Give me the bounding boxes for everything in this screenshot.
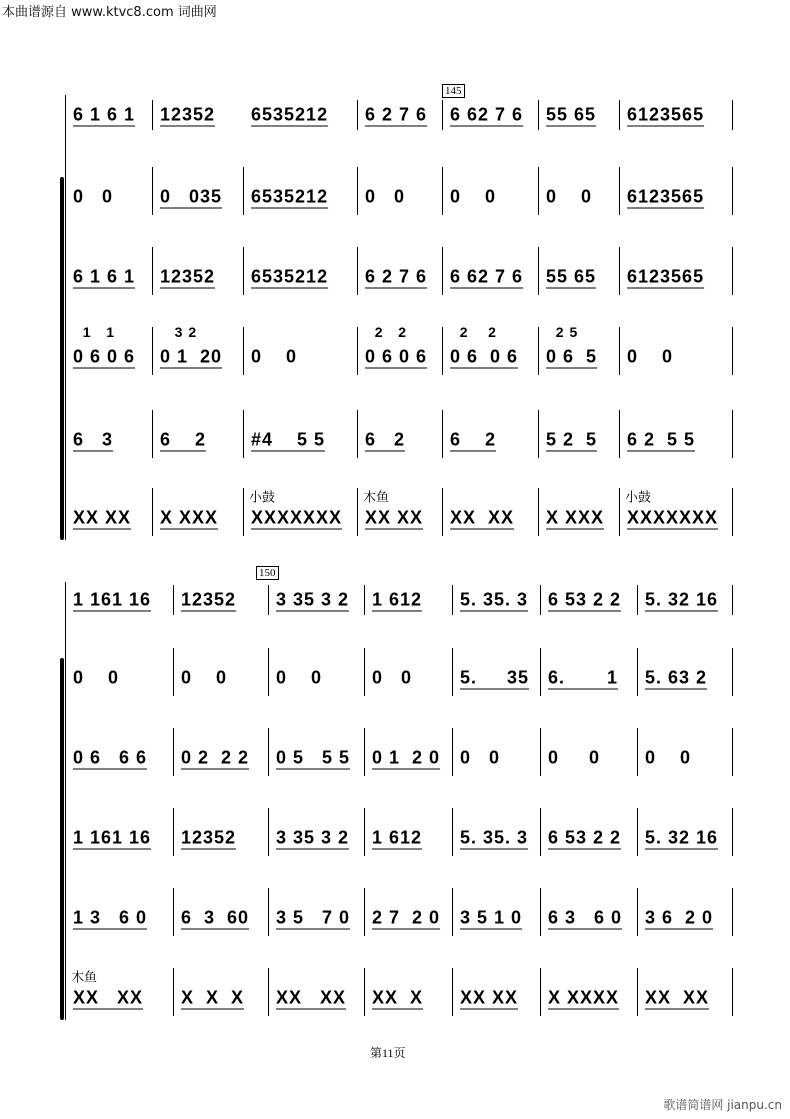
measure-notes: #4 5 5: [251, 429, 326, 450]
barline: [65, 585, 66, 615]
measure-notes: 6 2 7 6: [365, 266, 428, 287]
rehearsal-mark: 145: [442, 84, 465, 98]
upper-notes: 2 2: [365, 324, 408, 340]
barline: [364, 585, 365, 615]
barline: [538, 488, 539, 536]
barline: [173, 808, 174, 856]
measure-notes: 12352: [160, 266, 216, 287]
measure-notes: 6. 1: [548, 667, 619, 688]
upper-notes: 3 2: [160, 324, 198, 340]
barline: [619, 247, 620, 295]
barline: [538, 100, 539, 130]
measure-notes: X X X: [181, 987, 245, 1008]
barline: [732, 888, 733, 936]
measure-notes: 0 5 5 5: [276, 747, 351, 768]
measure-notes: 6 53 2 2: [548, 827, 622, 848]
barline: [65, 167, 66, 215]
upper-notes: 1 1: [73, 324, 116, 340]
barline: [364, 728, 365, 776]
measure-notes: 1 161 16: [73, 827, 152, 848]
barline: [243, 327, 244, 375]
measure-notes: X XXXX: [548, 987, 620, 1008]
barline: [619, 167, 620, 215]
measure-notes: 12352: [160, 104, 216, 125]
barline: [442, 247, 443, 295]
barline: [452, 728, 453, 776]
barline: [65, 968, 66, 1016]
measure-notes: XX XX: [73, 987, 144, 1008]
measure-notes: 55 65: [546, 266, 597, 287]
instrument-label: 小鼓: [249, 490, 276, 506]
measure-notes: XX XX: [450, 507, 515, 528]
measure-notes: 0 1 20: [160, 346, 223, 367]
measure-notes: X XXX: [160, 507, 219, 528]
barline: [357, 327, 358, 375]
measure-notes: 6 1 6 1: [73, 104, 136, 125]
instrument-label: 木鱼: [71, 970, 98, 986]
measure-notes: 6 62 7 6: [450, 104, 524, 125]
barline: [637, 648, 638, 696]
barline: [442, 327, 443, 375]
measure-notes: 1 3 6 0: [73, 907, 148, 928]
barline: [637, 585, 638, 615]
measure-notes: 6535212: [251, 186, 329, 207]
measure-notes: 0 0: [645, 747, 692, 768]
measure-notes: XX XX: [460, 987, 519, 1008]
barline: [619, 100, 620, 130]
barline: [540, 968, 541, 1016]
barline: [243, 247, 244, 295]
barline: [637, 888, 638, 936]
barline: [173, 888, 174, 936]
measure-notes: 6 3: [73, 429, 114, 450]
measure-notes: 5 2 5: [546, 429, 598, 450]
barline: [732, 728, 733, 776]
barline: [619, 410, 620, 458]
measure-notes: XX XX: [73, 507, 132, 528]
measure-notes: 5. 32 16: [645, 827, 719, 848]
barline: [442, 410, 443, 458]
measure-notes: 6 3 60: [181, 907, 250, 928]
measure-notes: 0 0: [627, 346, 674, 367]
measure-notes: 6 1 6 1: [73, 266, 136, 287]
measure-notes: 6 2 5 5: [627, 429, 696, 450]
measure-notes: 0 0: [460, 747, 501, 768]
barline: [364, 648, 365, 696]
measure-notes: XXXXXXX: [251, 507, 343, 528]
barline: [637, 808, 638, 856]
page-number: 第11页: [370, 1046, 406, 1060]
barline: [65, 247, 66, 295]
measure-notes: 0 0: [276, 667, 323, 688]
barline: [452, 648, 453, 696]
barline: [364, 808, 365, 856]
measure-notes: 3 6 2 0: [645, 907, 714, 928]
measure-notes: 6123565: [627, 104, 705, 125]
barline: [619, 488, 620, 536]
barline: [732, 585, 733, 615]
barline: [65, 888, 66, 936]
measure-notes: 0 6 0 6: [450, 346, 519, 367]
system-line: [65, 95, 66, 540]
barline: [65, 728, 66, 776]
barline: [442, 488, 443, 536]
measure-notes: 6 2 7 6: [365, 104, 428, 125]
measure-notes: 3 35 3 2: [276, 827, 350, 848]
barline: [268, 648, 269, 696]
measure-notes: 0 0: [548, 747, 601, 768]
measure-notes: 0 0: [450, 186, 497, 207]
measure-notes: 5. 35: [460, 667, 530, 688]
barline: [538, 327, 539, 375]
measure-notes: 5. 32 16: [645, 589, 719, 610]
measure-notes: 0 1 2 0: [372, 747, 441, 768]
measure-notes: 0 0: [73, 667, 120, 688]
measure-notes: 3 35 3 2: [276, 589, 350, 610]
measure-notes: 5. 63 2: [645, 667, 708, 688]
barline: [65, 410, 66, 458]
measure-notes: XXXXXXX: [627, 507, 719, 528]
measure-notes: 0 6 0 6: [73, 346, 136, 367]
barline: [538, 167, 539, 215]
source-header: 本曲谱源自 www.ktvc8.com 词曲网: [2, 5, 217, 20]
barline: [732, 167, 733, 215]
barline: [357, 100, 358, 130]
measure-notes: XX XX: [365, 507, 424, 528]
measure-notes: 6123565: [627, 266, 705, 287]
measure-notes: 12352: [181, 827, 237, 848]
measure-notes: 6 62 7 6: [450, 266, 524, 287]
barline: [152, 100, 153, 130]
measure-notes: XX X: [372, 987, 424, 1008]
measure-notes: 0 0: [251, 346, 298, 367]
measure-notes: 3 5 7 0: [276, 907, 351, 928]
measure-notes: 1 612: [372, 589, 423, 610]
measure-notes: XX XX: [645, 987, 710, 1008]
barline: [732, 247, 733, 295]
watermark-logo: 歌谱简谱网 jianpu.cn: [663, 1098, 782, 1112]
barline: [732, 488, 733, 536]
barline: [243, 410, 244, 458]
measure-notes: 6123565: [627, 186, 705, 207]
barline: [540, 585, 541, 615]
measure-notes: 0 6 0 6: [365, 346, 428, 367]
barline: [65, 100, 66, 130]
barline: [732, 648, 733, 696]
instrument-label: 木鱼: [363, 490, 390, 506]
measure-notes: 0 0: [372, 667, 413, 688]
measure-notes: 5. 35. 3: [460, 589, 529, 610]
barline: [732, 968, 733, 1016]
measure-notes: 6 3 6 0: [548, 907, 623, 928]
barline: [243, 488, 244, 536]
barline: [540, 648, 541, 696]
barline: [732, 327, 733, 375]
barline: [268, 968, 269, 1016]
rehearsal-mark: 150: [256, 566, 279, 580]
measure-notes: 0 0: [181, 667, 228, 688]
measure-notes: 0 6 5: [546, 346, 598, 367]
measure-notes: 3 5 1 0: [460, 907, 523, 928]
measure-notes: 6 2: [365, 429, 406, 450]
barline: [173, 648, 174, 696]
measure-notes: 6 2: [450, 429, 497, 450]
barline: [637, 728, 638, 776]
barline: [442, 100, 443, 130]
barline: [364, 888, 365, 936]
barline: [540, 728, 541, 776]
barline: [268, 585, 269, 615]
measure-notes: X XXX: [546, 507, 605, 528]
barline: [442, 167, 443, 215]
measure-notes: 0 035: [160, 186, 223, 207]
barline: [357, 247, 358, 295]
barline: [152, 327, 153, 375]
barline: [268, 808, 269, 856]
measure-notes: 55 65: [546, 104, 597, 125]
barline: [540, 888, 541, 936]
measure-notes: 5. 35. 3: [460, 827, 529, 848]
barline: [637, 968, 638, 1016]
measure-notes: 0 6 6 6: [73, 747, 148, 768]
barline: [357, 410, 358, 458]
measure-notes: 6535212: [251, 266, 329, 287]
barline: [732, 410, 733, 458]
barline: [538, 247, 539, 295]
barline: [364, 968, 365, 1016]
barline: [732, 808, 733, 856]
barline: [173, 968, 174, 1016]
instrument-label: 小鼓: [625, 490, 652, 506]
system-brace: [60, 177, 64, 540]
barline: [538, 410, 539, 458]
barline: [65, 648, 66, 696]
barline: [357, 488, 358, 536]
barline: [540, 808, 541, 856]
barline: [357, 167, 358, 215]
measure-notes: XX XX: [276, 987, 347, 1008]
barline: [268, 888, 269, 936]
upper-notes: 2 5: [546, 324, 579, 340]
barline: [152, 488, 153, 536]
barline: [268, 728, 269, 776]
measure-notes: 6535212: [251, 104, 329, 125]
measure-notes: 1 161 16: [73, 589, 152, 610]
barline: [152, 167, 153, 215]
measure-notes: 12352: [181, 589, 237, 610]
measure-notes: 0 2 2 2: [181, 747, 250, 768]
barline: [619, 327, 620, 375]
barline: [65, 808, 66, 856]
barline: [452, 888, 453, 936]
measure-notes: 2 7 2 0: [372, 907, 441, 928]
barline: [152, 410, 153, 458]
barline: [65, 488, 66, 536]
barline: [152, 247, 153, 295]
measure-notes: 0 0: [546, 186, 593, 207]
measure-notes: 6 53 2 2: [548, 589, 622, 610]
system-brace: [60, 658, 64, 1020]
barline: [732, 100, 733, 130]
barline: [173, 585, 174, 615]
upper-notes: 2 2: [450, 324, 497, 340]
barline: [243, 167, 244, 215]
barline: [452, 808, 453, 856]
measure-notes: 0 0: [73, 186, 114, 207]
measure-notes: 6 2: [160, 429, 207, 450]
measure-notes: 1 612: [372, 827, 423, 848]
barline: [452, 585, 453, 615]
measure-notes: 0 0: [365, 186, 406, 207]
barline: [452, 968, 453, 1016]
barline: [65, 327, 66, 375]
barline: [173, 728, 174, 776]
